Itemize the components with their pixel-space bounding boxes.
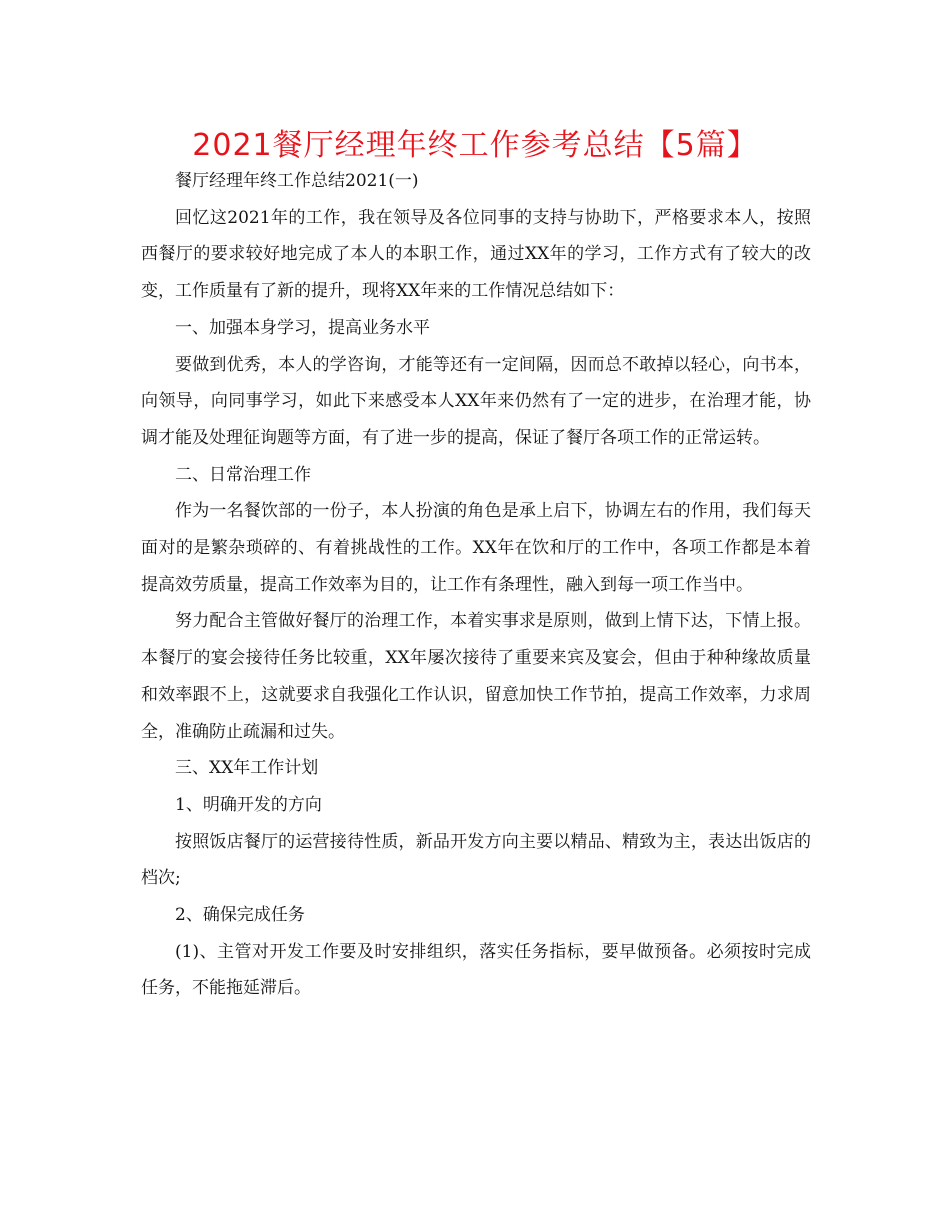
document-subtitle: 餐厅经理年终工作总结2021(一) (175, 171, 419, 191)
document-body (141, 163, 811, 1007)
section-heading-2: 二、日常治理工作 (175, 464, 311, 485)
section-heading-1: 一、加强本身学习，提高业务水平 (175, 317, 430, 338)
paragraph-intro: 回忆这2021年的工作，我在领导及各位同事的支持与协助下，严格要求本人，按照西餐厅的要求较好地完成了本人的本职工作，通过XX年的学习，工作方式有了较大的改变，工作质量有了新的提升，现将XX年来的工作情况总结如下： (141, 207, 811, 302)
document-title: 2021餐厅经理年终工作参考总结【5篇】 (192, 128, 758, 163)
subsection-heading-2: 2、确保完成任务 (175, 905, 305, 926)
paragraph-task: (1)、主管对开发工作要及时安排组织，落实任务指标，要早做预备。必须按时完成任务，不能拖延滞后。 (141, 941, 811, 999)
paragraph-cooperation: 努力配合主管做好餐厅的治理工作，本着实事求是原则，做到上情下达，下情上报。本餐厅的宴会接待任务比较重，XX年屡次接待了重要来宾及宴会，但由于种种缘故质量和效率跟不上，这就要求自我强化工作认识，留意加快工作节拍，提高工作效率，力求周全，准确防止疏漏和过失。 (141, 611, 811, 742)
paragraph-role: 作为一名餐饮部的一份子，本人扮演的角色是承上启下，协调左右的作用，我们每天面对的是繁杂琐碎的、有着挑战性的工作。XX年在饮和厅的工作中，各项工作都是本着提高效劳质量，提高工作效率为目的，让工作有条理性，融入到每一项工作当中。 (141, 501, 811, 595)
subsection-heading-1: 1、明确开发的方向 (175, 794, 322, 815)
paragraph-study: 要做到优秀，本人的学咨询，才能等还有一定间隔，因而总不敢掉以轻心，向书本，向领导，向同事学习，如此下来感受本人XX年来仍然有了一定的进步，在治理才能，协调才能及处理征询题等方面，有了进一步的提高，保证了餐厅各项工作的正常运转。 (141, 354, 811, 448)
paragraph-direction: 按照饭店餐厅的运营接待性质，新品开发方向主要以精品、精致为主，表达出饭店的档次; (141, 831, 811, 889)
section-heading-3: 三、XX年工作计划 (175, 758, 319, 779)
